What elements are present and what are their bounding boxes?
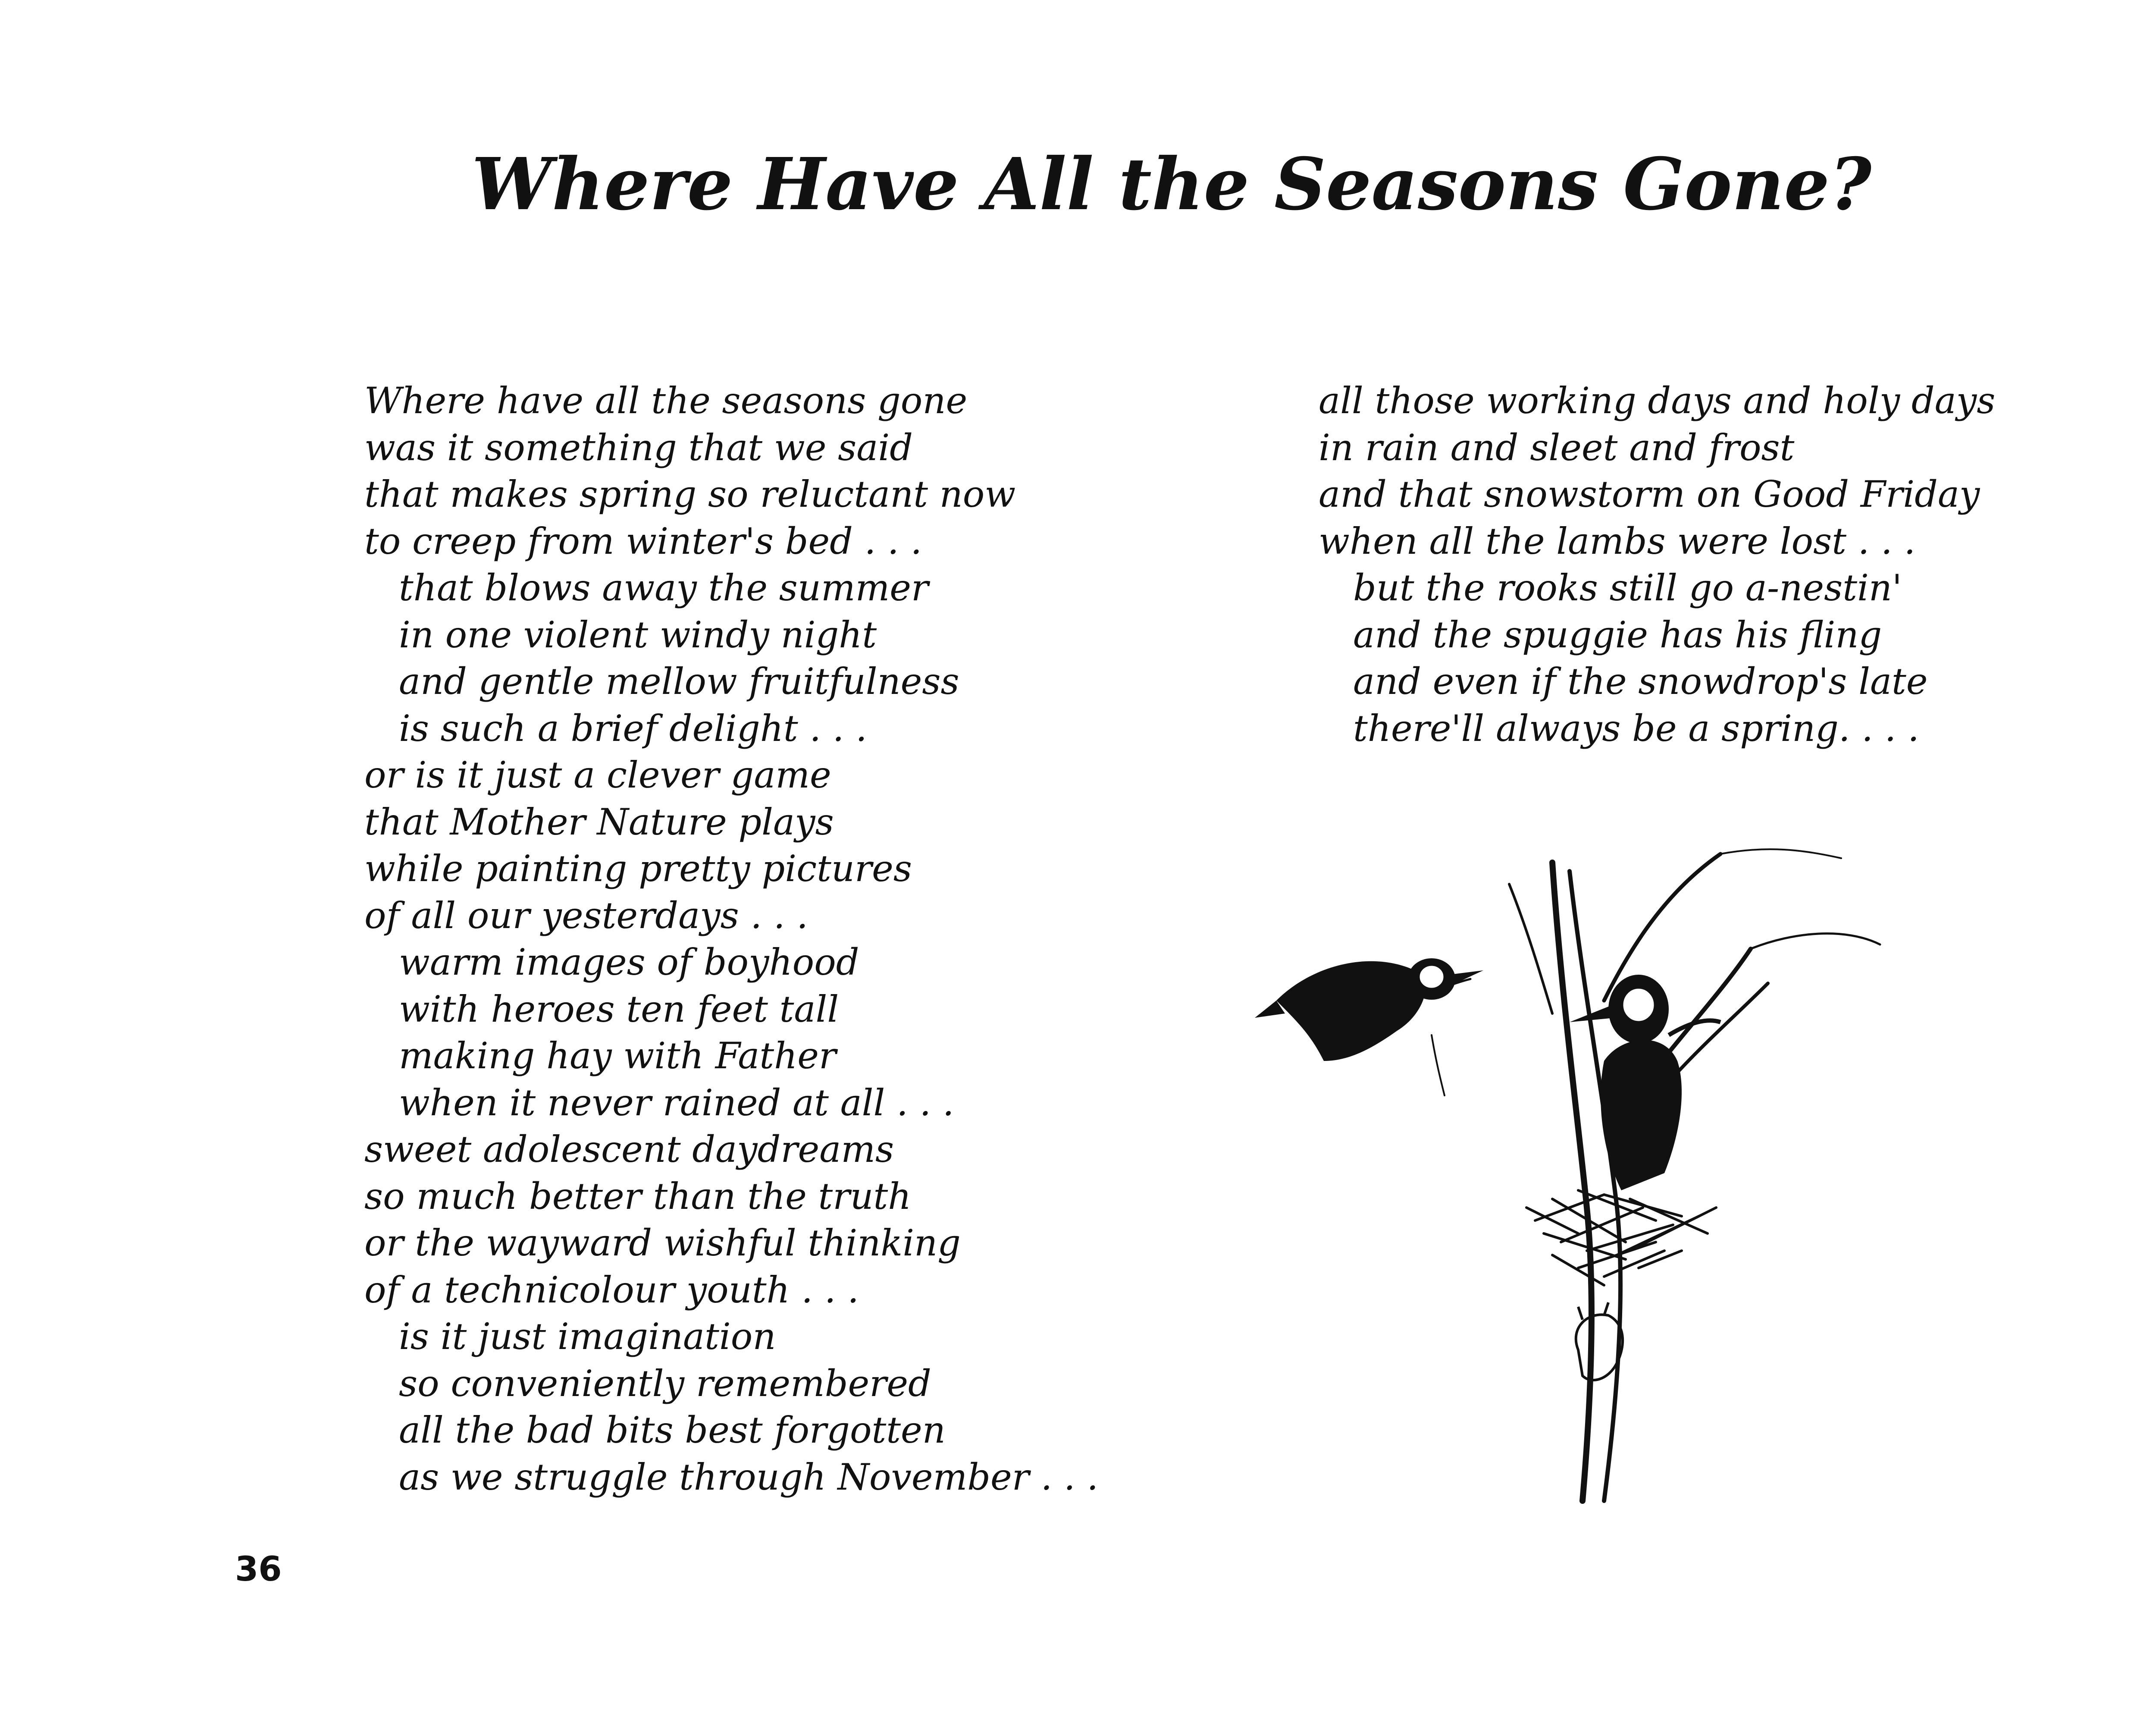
poem-line: making hay with Father	[399, 1035, 837, 1077]
poem-line: with heroes ten feet tall	[399, 988, 839, 1030]
poem-line: to creep from winter's bed . . .	[364, 520, 922, 562]
poem-left-column	[364, 377, 1098, 1500]
poem-line: all the bad bits best forgotten	[399, 1409, 946, 1451]
poem-line: was it something that we said	[364, 426, 913, 469]
poem-line: of a technicolour youth . . .	[364, 1268, 859, 1311]
poem-line: when all the lambs were lost . . .	[1319, 520, 1916, 562]
poem-line: of all our yesterdays . . .	[364, 894, 808, 937]
poem-line: warm images of boyhood	[399, 941, 859, 983]
poem-line: is such a brief delight . . .	[399, 707, 867, 750]
poem-line: Where have all the seasons gone	[364, 380, 968, 422]
poem-line: sweet adolescent daydreams	[364, 1128, 894, 1170]
poem-line: so conveniently remembered	[399, 1362, 931, 1405]
poem-line: and even if the snowdrop's late	[1353, 660, 1928, 703]
rook-in-nest-icon	[1570, 975, 1720, 1190]
poem-line: and that snowstorm on Good Friday	[1319, 473, 1980, 515]
flying-rook-icon	[1255, 958, 1483, 1061]
poem-line: is it just imagination	[399, 1315, 776, 1358]
poem-line: in one violent windy night	[399, 613, 877, 656]
rooks-nest-illustration	[1250, 819, 1984, 1509]
poem-line: in rain and sleet and frost	[1319, 426, 1795, 469]
poem-line: that makes spring so reluctant now	[364, 473, 1016, 515]
poem-line: as we struggle through November . . .	[399, 1456, 1099, 1498]
poem-line: that Mother Nature plays	[364, 800, 834, 843]
page-number: 36	[235, 1550, 282, 1589]
poem-line: all those working days and holy days	[1319, 380, 1996, 422]
poem-line: but the rooks still go a-nestin'	[1353, 567, 1902, 609]
poem-line: while painting pretty pictures	[364, 847, 912, 890]
poem-line: there'll always be a spring. . . .	[1353, 707, 1919, 750]
poem-line: that blows away the summer	[399, 567, 929, 609]
poem-line: when it never rained at all . . .	[399, 1081, 954, 1124]
poem-title: Where Have All the Seasons Gone?	[471, 142, 1872, 226]
poem-line: and gentle mellow fruitfulness	[399, 660, 959, 703]
poem-line: and the spuggie has his fling	[1353, 613, 1882, 656]
poem-line: so much better than the truth	[364, 1175, 912, 1217]
poem-right-column	[1319, 377, 1995, 752]
poem-line: or the wayward wishful thinking	[364, 1222, 961, 1264]
poem-line: or is it just a clever game	[364, 754, 831, 796]
